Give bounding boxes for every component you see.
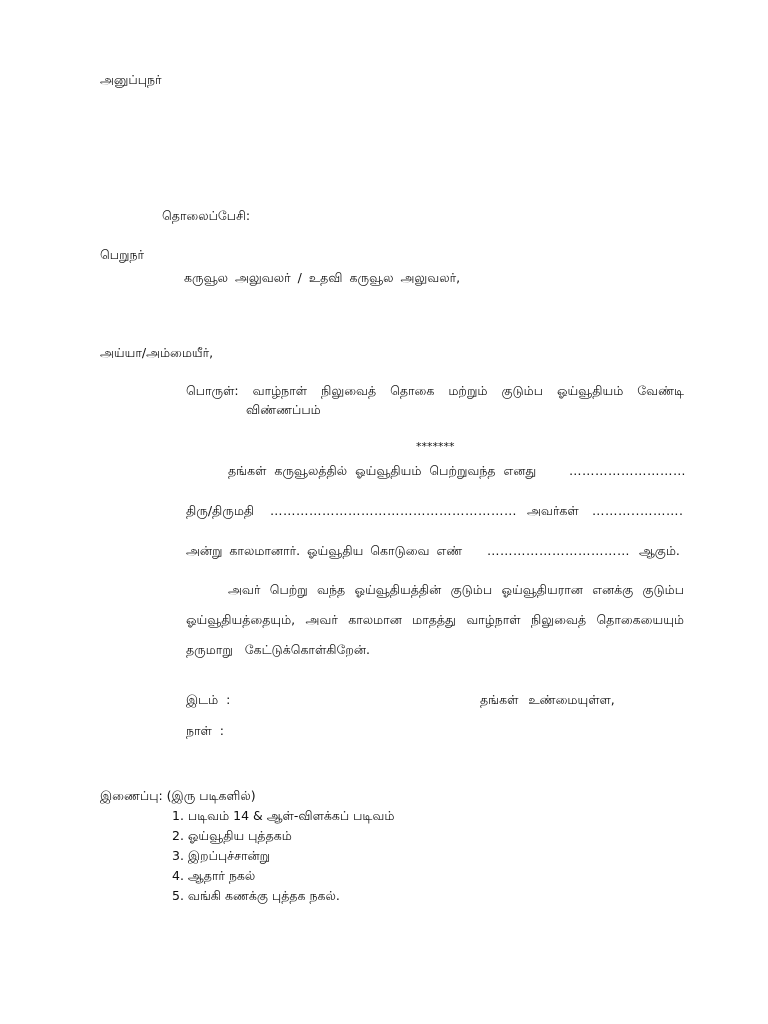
attachment-item: 1. படிவம் 14 & ஆள்-விளக்கப் படிவம் [172,808,395,823]
body-line2-mid: அவர்கள் [527,503,579,518]
body-paragraph-line2: ஓய்வூதியத்தையும், அவர் காலமான மாதத்து வாழ்நாள் நிலுவைத் தொகையையும் [186,612,684,627]
phone-label: தொலைப்பேசி: [162,208,251,223]
subject-line-continuation: விண்ணப்பம் [246,402,321,417]
date-blank: ………..………. [592,503,684,518]
place-label: இடம் : [186,692,231,707]
attachment-item: 5. வங்கி கணக்கு புத்தக நகல். [172,888,340,903]
attachments-heading: இணைப்பு: (இரு படிகளில்) [100,788,256,803]
body-paragraph-line1: அவர் பெற்று வந்த ஓய்வூதியத்தின் குடும்ப ஓய்வூதியரான எனக்கு குடும்ப [228,582,684,597]
body-line1-blank: ……………………… [569,463,686,478]
body-paragraph-line3: தருமாறு கேட்டுக்கொள்கிறேன். [186,642,370,657]
salutation: அய்யா/அம்மையீர், [100,345,214,360]
body-line3-suffix: ஆகும். [639,543,680,558]
attachment-item: 4. ஆதார் நகல் [172,868,256,883]
body-line3-prefix: அன்று காலமானார். ஓய்வூதிய கொடுவை எண் [186,543,463,558]
date-label: நாள் : [186,723,225,738]
sender-label: அனுப்புநர் [100,72,162,87]
attachment-item: 3. இறப்புச்சான்று [172,848,271,863]
body-line1-text: தங்கள் கருவூலத்தில் ஓய்வூதியம் பெற்றுவந்த எனது [228,463,537,478]
closing: தங்கள் உண்மையுள்ள, [480,692,615,707]
subject-line: பொருள்: வாழ்நாள் நிலுவைத் தொகை மற்றும் குடும்ப ஓய்வூதியம் வேண்டி [186,383,684,398]
recipient-label: பெறுநர் [100,247,145,262]
attachment-item: 2. ஓய்வூதிய புத்தகம் [172,828,292,843]
pension-number-blank: …………………………… [487,543,630,558]
name-blank: ………………………………………………… [270,503,517,518]
body-line2-prefix: திரு/திருமதி [186,503,255,518]
separator: ******* [416,440,455,453]
recipient-line: கருவூல அலுவலர் / உதவி கருவூல அலுவலர், [184,270,461,285]
